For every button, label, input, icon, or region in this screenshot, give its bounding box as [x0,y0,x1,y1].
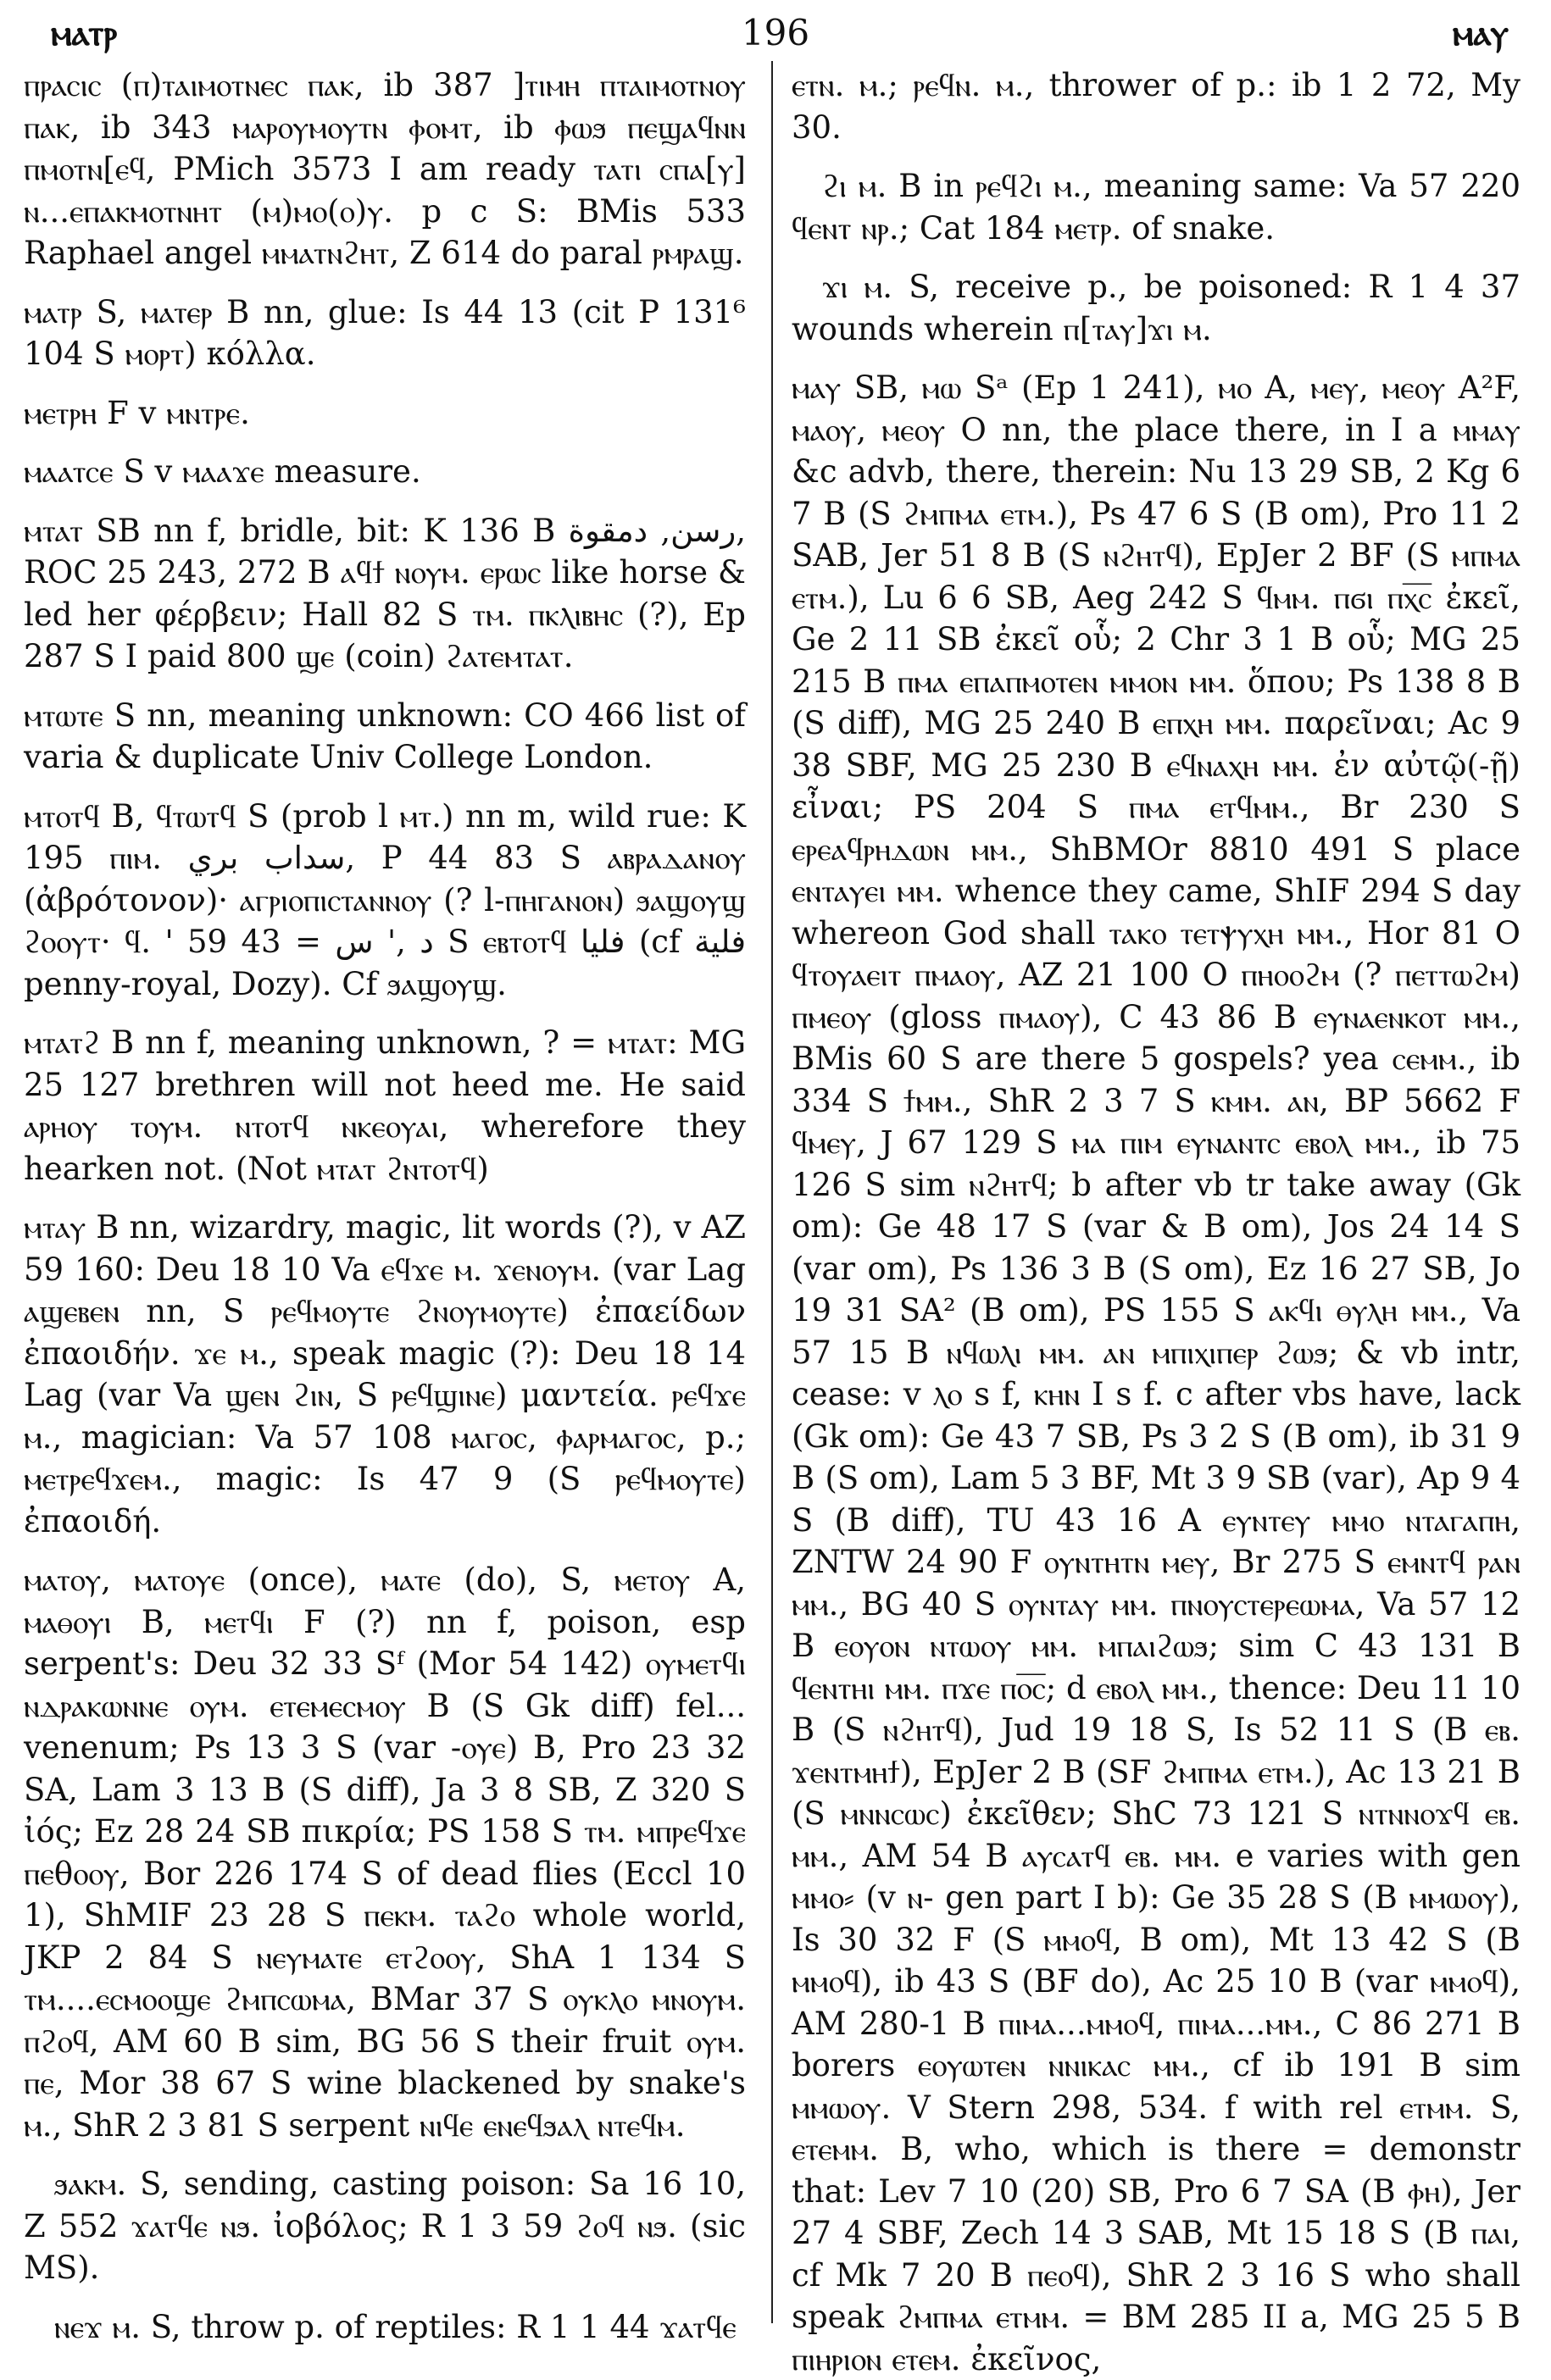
dictionary-entry: ⲡⲣⲁⲥⲓⲥ (ⲡ)ⲧⲁⲓⲙⲟⲧⲛⲉⲥ ⲡⲁⲕ, ib 387 ]ⲧⲓⲙⲏ ⲡⲧⲁⲓⲙⲟⲧⲛⲟⲩ ⲡⲁⲕ, ib 343 ⲙⲁⲣⲟⲩⲙⲟⲩⲧⲛ ⲫⲟⲙⲧ, ib ⲫⲱϧ ⲡⲉϣⲁϥⲛⲛ ⲡⲙⲟⲧⲛ[ⲉϥ, PMich 3573 I am ready ⲧⲁⲧⲓ ⲥⲡⲁ[ⲩ] ⲛ...ⲉⲡⲁⲕⲙⲟⲧⲛⲏⲧ (ⲙ)ⲙⲟ(ⲟ)ⲩ. p c S: BMis 533 Raphael angel ⲙⲙⲁⲧⲛϩⲏⲧ, Z 614 do paral ⲣⲙⲣⲁϣ. [24,67,746,271]
right-column [792,64,1520,2377]
running-head-right: ⲙⲁⲩ [1452,12,1509,53]
dictionary-entry: ⲙⲧⲁⲩ B nn, wizardry, magic, lit words (?), v AZ 59 160: Deu 18 10 Va ⲉϥϫⲉ ⲙ. ϫⲉⲛⲟⲩⲙ. (var Lag ⲁϣⲉⲃⲉⲛ nn, S ⲣⲉϥⲙⲟⲩⲧⲉ ϩⲛⲟⲩⲙⲟⲩⲧⲉ) ἐπαείδων ἐπαοιδήν. ϫⲉ ⲙ., speak magic (?): Deu 18 14 Lag (var Va ϣⲉⲛ ϩⲓⲛ, S ⲣⲉϥϣⲓⲛⲉ) μαντεία. ⲣⲉϥϫⲉ ⲙ., magician: Va 57 108 ⲙⲁⲅⲟⲥ, ⲫⲁⲣⲙⲁⲅⲟⲥ, p.; ⲙⲉⲧⲣⲉϥϫⲉⲙ., magic: Is 47 9 (S ⲣⲉϥⲙⲟⲩⲧⲉ) ἐπαοιδή. [24,1209,746,1540]
running-head-left: ⲙⲁⲧⲣ [51,12,118,53]
dictionary-entry: ϫⲓ ⲙ. S, receive p., be poisoned: R 1 4 37 wounds wherein ⲡ[ⲧⲁⲩ]ϫⲓ ⲙ. [792,269,1520,347]
dictionary-entry: ϧⲁⲕⲙ. S, sending, casting poison: Sa 16 10, Z 552 ϫⲁⲧϥⲉ ⲛϧ. ἰοβόλος; R 1 3 59 ϩⲟϥ ⲛϧ. (sic MS). [24,2166,746,2286]
page-number: 196 [741,12,810,53]
dictionary-entry: ⲉⲧⲛ. ⲙ.; ⲣⲉϥⲛ. ⲙ., thrower of p.: ib 1 2 72, My 30. [792,67,1520,146]
dictionary-entry: ⲙⲁⲩ SB, ⲙⲱ Sᵃ (Ep 1 241), ⲙⲟ A, ⲙⲉⲩ, ⲙⲉⲟⲩ A²F, ⲙⲁⲟⲩ, ⲙⲉⲟⲩ O nn, the place there, in I a ⲙⲙⲁⲩ &c advb, there, therein: Nu 13 29 SB, 2 Kg 6 7 B (S ϩⲙⲡⲙⲁ ⲉⲧⲙ.), Ps 47 6 S (B om), Pro 11 2 SAB, Jer 51 8 B (S ⲛϩⲏⲧϥ), EpJer 2 BF (S ⲙⲡⲙⲁ ⲉⲧⲙ.), Lu 6 6 SB, Aeg 242 S ϥⲙⲙ. ⲡϭⲓ ⲡⲭ̅ⲥ̅ ἐκεῖ, Ge 2 11 SB ἐκεῖ οὗ; 2 Chr 3 1 B οὗ; MG 25 215 B ⲡⲙⲁ ⲉⲡⲁⲡⲙⲟⲧⲉⲛ ⲙⲙⲟⲛ ⲙⲙ. ὅπου; Ps 138 8 B (S diff), MG 25 240 B ⲉⲡⲭⲏ ⲙⲙ. παρεῖναι; Ac 9 38 SBF, MG 25 230 B ⲉϥⲛⲁⲭⲏ ⲙⲙ. ἐν αὐτῷ(-ῇ) εἶναι; PS 204 S ⲡⲙⲁ ⲉⲧϥⲙⲙ., Br 230 S ⲉⲣⲉⲁϥⲣⲏⲇⲱⲛ ⲙⲙ., ShBMOr 8810 491 S place ⲉⲛⲧⲁⲩⲉⲓ ⲙⲙ. whence they came, ShIF 294 S day whereon God shall ⲧⲁⲕⲟ ⲧⲉⲧⲯⲩⲭⲏ ⲙⲙ., Hor 81 O ϥⲧⲟⲩⲁⲉⲓⲧ ⲡⲙⲁⲟⲩ, AZ 21 100 O ⲡⲏⲟⲟϩⲙ (? ⲡⲉⲧⲧⲱϩⲙ) ⲡⲙⲉⲟⲩ (gloss ⲡⲙⲁⲟⲩ), C 43 86 B ⲉⲩⲛⲁⲉⲛⲕⲟⲧ ⲙⲙ., BMis 60 S are there 5 gospels? yea ⲥⲉⲙⲙ., ib 334 S ϯⲙⲙ., ShR 2 3 7 S ⲕⲙⲙ. ⲁⲛ, BP 5662 F ϥⲙⲉⲩ, J 67 129 S ⲙⲁ ⲡⲓⲙ ⲉⲩⲛⲁⲛⲧⲥ ⲉⲃⲟⲗ ⲙⲙ., ib 75 126 S sim ⲛϩⲏⲧϥ; b after vb tr take away (Gk om): Ge 48 17 S (var & B om), Jos 24 14 S (var om), Ps 136 3 B (S om), Ez 16 27 SB, Jo 19 31 SA² (B om), PS 155 S ⲁⲕϥⲓ ⲑⲩⲗⲏ ⲙⲙ., Va 57 15 B ⲛϥⲱⲗⲓ ⲙⲙ. ⲁⲛ ⲙⲡⲓⲭⲓⲡⲉⲣ ϩⲱϧ; & vb intr, cease: v ⲗⲟ s f, ⲕⲏⲛ I s f. c after vbs have, lack (Gk om): Ge 43 7 SB, Ps 3 2 S (B om), ib 31 9 B (S om), Lam 5 3 BF, Mt 3 9 SB (var), Ap 9 4 S (B diff), TU 43 16 A ⲉⲩⲛⲧⲉⲩ ⲙⲙⲟ ⲛⲧⲁⲅⲁⲡⲏ, ZNTW 24 90 F ⲟⲩⲛⲧⲏⲧⲛ ⲙⲉⲩ, Br 275 S ⲉⲙⲛⲧϥ ⲣⲁⲛ ⲙⲙ., BG 40 S ⲟⲩⲛⲧⲁⲩ ⲙⲙ. ⲡⲛⲟⲩⲥⲧⲉⲣⲉⲱⲙⲁ, Va 57 12 B ⲉⲟⲩⲟⲛ ⲛⲧⲱⲟⲩ ⲙⲙ. ⲙⲡⲁⲓϩⲱϧ; sim C 43 131 B ϥⲉⲛⲧⲏⲓ ⲙⲙ. ⲡϫⲉ ⲡⲟ̅ⲥ̅; d ⲉⲃⲟⲗ ⲙⲙ., thence: Deu 11 10 B (S ⲛϩⲏⲧϥ), Jud 19 18 S, Is 52 11 S (B ⲉⲃ. ϫⲉⲛⲧⲙⲏϯ), EpJer 2 B (SF ϩⲙⲡⲙⲁ ⲉⲧⲙ.), Ac 13 21 B (S ⲙⲛⲛⲥⲱⲥ) ἐκεῖθεν; ShC 73 121 S ⲛⲧⲛⲛⲟϫϥ ⲉⲃ. ⲙⲙ., AM 54 B ⲁⲩⲥⲁⲧϥ ⲉⲃ. ⲙⲙ. e varies with gen ⲙⲙⲟ⸗ (v ⲛ- gen part I b): Ge 35 28 S (B ⲙⲙⲱⲟⲩ), Is 30 32 F (S ⲙⲙⲟϥ, B om), Mt 13 42 S (B ⲙⲙⲟϥ), ib 43 S (BF do), Ac 25 10 B (var ⲙⲙⲟϥ), AM 280-1 B ⲡⲓⲙⲁ...ⲙⲙⲟϥ, ⲡⲓⲙⲁ...ⲙⲙ., C 86 271 B borers ⲉⲟⲩⲱⲧⲉⲛ ⲛⲛⲓⲕⲁⲥ ⲙⲙ., cf ib 191 B sim ⲙⲙⲱⲟⲩ. V Stern 298, 534. f with rel ⲉⲧⲙⲙ. S, ⲉⲧⲉⲙⲙ. B, who, which is there = demonstr that: Lev 7 10 (20) SB, Pro 6 7 SA (B ⲫⲏ), Jer 27 4 SBF, Zech 14 3 SAB, Mt 15 18 S (B ⲡⲁⲓ, cf Mk 7 20 B ⲡⲉⲟϥ), ShR 2 3 16 S who shall speak ϩⲙⲡⲙⲁ ⲉⲧⲙⲙ. = BM 285 II a, MG 25 5 B ⲡⲓⲏⲣⲓⲟⲛ ⲉⲧⲉⲙ. ἐκεῖνος, [792,369,1520,2377]
page-header [0,12,1551,63]
left-column [24,64,747,2345]
dictionary-entry: ⲙⲧⲁⲧϩ B nn f, meaning unknown, ? = ⲙⲧⲁⲧ: MG 25 127 brethren will not heed me. He said ⲁⲣⲏⲟⲩ ⲧⲟⲩⲙ. ⲛⲧⲟⲧϥ ⲛⲕⲉⲟⲩⲁⲓ, wherefore they hearken not. (Not ⲙⲧⲁⲧ ϩⲛⲧⲟⲧϥ) [24,1024,746,1187]
dictionary-entry: ⲙⲁⲧⲟⲩ, ⲙⲁⲧⲟⲩⲉ (once), ⲙⲁⲧⲉ (do), S, ⲙⲉⲧⲟⲩ A, ⲙⲁⲑⲟⲩⲓ B, ⲙⲉⲧϥⲓ F (?) nn f, poison, esp serpent's: Deu 32 33 Sᶠ (Mor 54 142) ⲟⲩⲙⲉⲧϥⲓ ⲛⲇⲣⲁⲕⲱⲛⲛⲉ ⲟⲩⲙ. ⲉⲧⲉⲙⲉⲥⲙⲟⲩ B (S Gk diff) fel... venenum; Ps 13 3 S (var -ⲟⲩⲉ) B, Pro 23 32 SA, Lam 3 13 B (S diff), Ja 3 8 SB, Z 320 S ἰός; Ez 28 24 SB πικρία; PS 158 S ⲧⲙ. ⲙⲡⲣⲉϥϫⲉ ⲡⲉθⲟⲟⲩ, Bor 226 174 S of dead flies (Eccl 10 1), ShMIF 23 28 S ⲡⲉⲕⲙ. ⲧⲁϩⲟ whole world, JKP 2 84 S ⲛⲉⲩⲙⲁⲧⲉ ⲉⲧϩⲟⲟⲩ, ShA 1 134 S ⲧⲙ....ⲉⲥⲙⲟⲟϣⲉ ϩⲙⲡⲥⲱⲙⲁ, BMar 37 S ⲟⲩⲕⲗⲟ ⲙⲛⲟⲩⲙ. ⲡϩⲟϥ, AM 60 B sim, BG 56 S their fruit ⲟⲩⲙ. ⲡⲉ, Mor 38 67 S wine blackened by snake's ⲙ., ShR 2 3 81 S serpent ⲛⲓϥⲉ ⲉⲛⲉϥϧⲁⲗ ⲛⲧⲉϥⲙ. [24,1562,746,2144]
dictionary-entry: ⲙⲉⲧⲣⲏ F v ⲙⲛⲧⲣⲉ. [24,394,250,431]
dictionary-entry: ⲙⲧⲁⲧ SB nn f, bridle, bit: K 136 B رسن, دمقوة, ROC 25 243, 272 B ⲁϥϯ ⲛⲟⲩⲙ. ⲉⲣⲱⲥ like horse & led her φέρβειν; Hall 82 S ⲧⲙ. ⲡⲕⲗⲓⲃⲏⲥ (?), Ep 287 S I paid 800 ϣⲉ (coin) ϩⲁⲧⲉⲙⲧⲁⲧ. [24,512,746,674]
dictionary-entry: ⲙⲧⲟⲧϥ B, ϥⲧⲱⲧϥ S (prob l ⲙⲧ.) nn m, wild rue: K 195 ⲡⲓⲙ. سداب بري, P 44 83 S ⲁⲃⲣⲁⲇⲁⲛⲟⲩ (ἀβρότονον)· ⲁⲅⲣⲓⲟⲡⲓⲥⲧⲁⲛⲛⲟⲩ (? l-ⲡⲏⲅⲁⲛⲟⲛ) ϧⲁϣⲟⲩϣ ϩⲟⲟⲩⲧ· ϥ. ' د ,' س = 43 59 S ⲉⲃⲧⲟⲧϥ فليا (cf فلية penny-royal, Dozy). Cf ϧⲁϣⲟⲩϣ. [24,797,747,1002]
column-divider [771,61,773,2323]
dictionary-entry: ⲙⲁⲁⲧⲥⲉ S v ⲙⲁⲁϫⲉ measure. [24,453,421,490]
dictionary-entry: ⲙⲧⲱⲧⲉ S nn, meaning unknown: CO 466 list of varia & duplicate Univ College London. [24,696,746,775]
dictionary-entry: ⲛⲉϫ ⲙ. S, throw p. of reptiles: R 1 1 44 ϫⲁⲧϥⲉ [54,2308,737,2345]
dictionary-entry: ϩⲓ ⲙ. B in ⲣⲉϥϩⲓ ⲙ., meaning same: Va 57 220 ϥⲉⲛⲧ ⲛⲣ.; Cat 184 ⲙⲉⲧⲣ. of snake. [792,168,1520,247]
dictionary-entry: ⲙⲁⲧⲣ S, ⲙⲁⲧⲉⲣ B nn, glue: Is 44 13 (cit P 131⁶ 104 S ⲙⲟⲣⲧ) κόλλα. [24,293,746,372]
